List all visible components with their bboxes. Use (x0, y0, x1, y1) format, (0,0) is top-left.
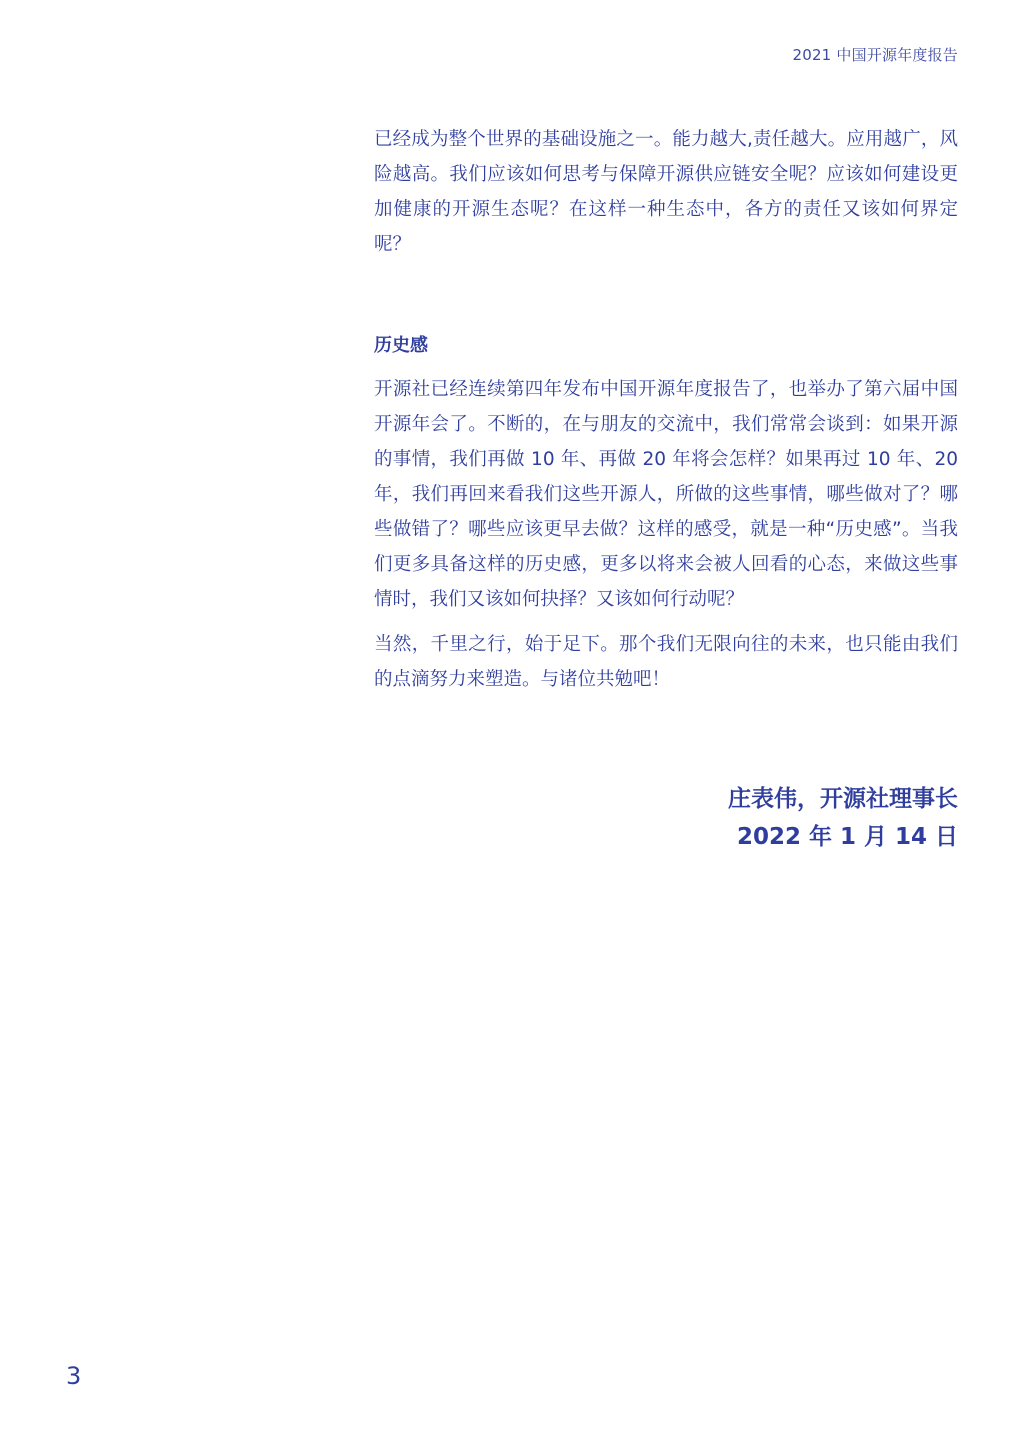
section-heading-history: 历史感 (374, 335, 428, 356)
signature-name-title: 庄表伟，开源社理事长 (728, 786, 958, 812)
closing-paragraph: 当然，千里之行，始于足下。那个我们无限向往的未来，也只能由我们的点滴努力来塑造。与诸位共勉吧！ (374, 634, 958, 690)
history-paragraph: 开源社已经连续第四年发布中国开源年度报告了，也举办了第六届中国开源年会了。不断的，在与朋友的交流中，我们常常会谈到：如果开源的事情，我们再做 10 年、再做 20 年将会怎样？如果再过 10 年、20 年，我们再回来看我们这些开源人，所做的这些事情，哪些做对了？哪些做错了？哪些应该更早去做？这样的感受，就是一种“历史感”。当我们更多具备这样的历史感，更多以将来会被人回看的心态，来做这些事情时，我们又该如何抉择？又该如何行动呢？ (374, 379, 958, 610)
running-header-title: 2021 中国开源年度报告 (792, 46, 958, 64)
page-number: 3 (66, 1362, 82, 1390)
signature-block (728, 780, 958, 856)
intro-paragraph: 已经成为整个世界的基础设施之一。能力越大,责任越大。应用越广，风险越高。我们应该如何思考与保障开源供应链安全呢？应该如何建设更加健康的开源生态呢？在这样一种生态中，各方的责任又该如何界定呢？ (374, 129, 958, 255)
signature-date: 2022 年 1 月 14 日 (736, 824, 958, 850)
article-body (374, 122, 958, 707)
